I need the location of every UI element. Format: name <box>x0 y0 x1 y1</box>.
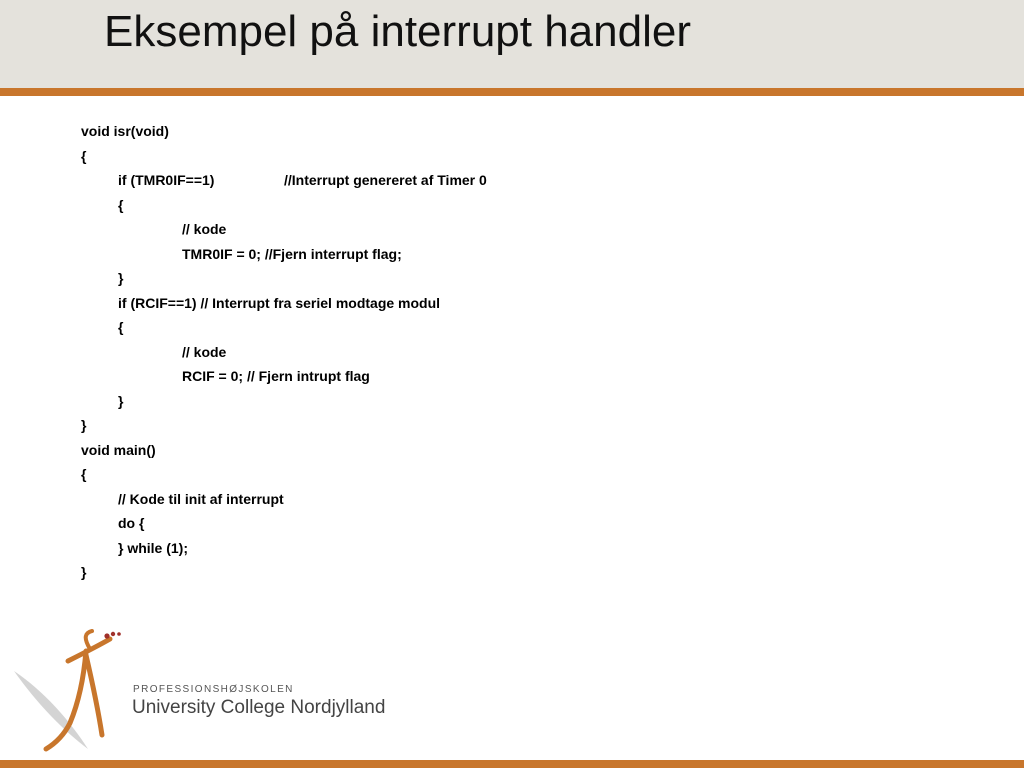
code-line: { <box>81 466 87 482</box>
logo-figure-icon <box>0 625 135 755</box>
code-line: { <box>81 147 87 164</box>
code-statement: if (TMR0IF==1) <box>118 172 215 188</box>
code-line: } <box>118 270 124 286</box>
code-line: // kode <box>182 343 227 360</box>
college-logo <box>0 625 400 755</box>
code-line: void main() <box>81 441 156 458</box>
code-line: } <box>81 417 87 433</box>
code-line: } <box>81 564 87 580</box>
code-block <box>81 119 487 585</box>
code-line: { <box>118 196 124 213</box>
code-line: { <box>118 319 124 335</box>
code-line: // Kode til init af interrupt <box>118 490 284 507</box>
code-line: } <box>118 392 124 409</box>
header-accent-rule <box>0 88 1024 96</box>
footer-accent-rule <box>0 760 1024 768</box>
code-line: TMR0IF = 0; //Fjern interrupt flag; <box>182 245 402 262</box>
code-line-with-comment <box>81 168 487 193</box>
code-line: } while (1); <box>118 539 189 556</box>
code-line: // kode <box>182 221 227 237</box>
code-line: void isr(void) <box>81 123 169 139</box>
code-inline-comment: //Interrupt genereret af Timer 0 <box>284 172 487 188</box>
code-line: RCIF = 0; // Fjern intrupt flag <box>182 368 370 384</box>
slide-header <box>0 0 1024 88</box>
slide-title: Eksempel på interrupt handler <box>104 7 691 56</box>
logo-name: University College Nordjylland <box>132 697 386 718</box>
code-line: if (RCIF==1) // Interrupt fra seriel modtage modul <box>118 294 441 311</box>
code-line: do { <box>118 515 145 531</box>
logo-subtitle: PROFESSIONSHØJSKOLEN <box>133 684 294 695</box>
